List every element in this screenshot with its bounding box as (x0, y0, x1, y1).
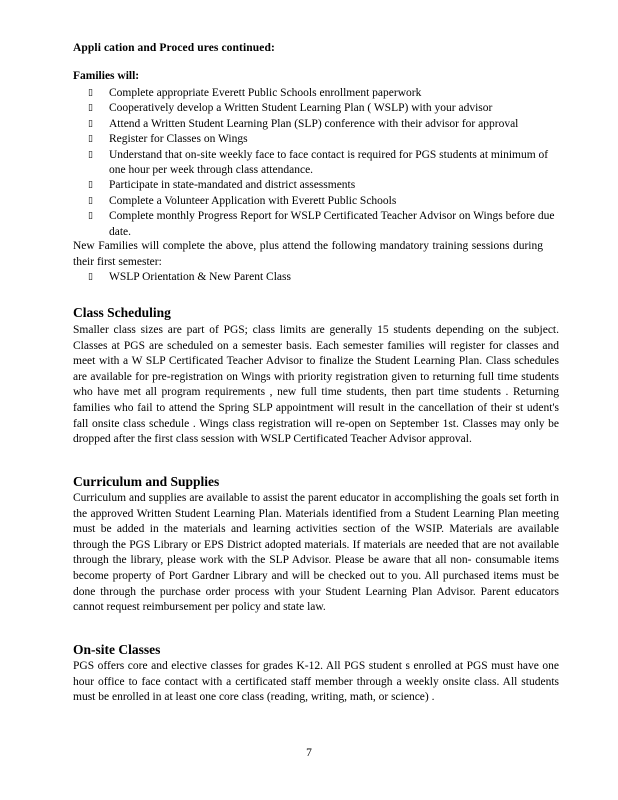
heading-class-scheduling: Class Scheduling (73, 305, 171, 320)
families-bullet-list (88, 86, 558, 240)
list-item-text: Understand that on-site weekly face to face contact is required for PGS students at minimum of one hour per week through class attendance. (109, 148, 549, 177)
bullet-icon: ▯ (88, 88, 93, 98)
list-item (88, 148, 558, 179)
onsite-classes-paragraph: PGS offers core and elective classes for grades K-12. All PGS student s enrolled at PGS must have one hour office to face contact with a certificated staff member through a weekly onsite class. All students must be enrolled in at least one core class (reading, writing, math, or science) . (73, 660, 559, 704)
list-item-text: Complete appropriate Everett Public Schools enrollment paperwork (109, 87, 422, 99)
bullet-icon: ▯ (88, 211, 93, 222)
bullet-icon: ▯ (88, 134, 93, 145)
list-item-text: Complete a Volunteer Application with Everett Public Schools (109, 194, 397, 207)
list-item (88, 194, 558, 209)
curriculum-paragraph: Curriculum and supplies are available to assist the parent educator in accomplishing the goals set forth in the approved Written Student Learning Plan. Materials identified from a Student Learning Plan meeting must be added in the materials and learning activities section of the WSIP. Materials are available through the PGS Library or EPS District adopted materials. If materials are needed that are not available through the library, please work with the SLP Advisor. Please be aware that all non- consumable items become property of Port Gardner Library and will be checked out to you. All purchased items must be done through the purchase order process with your Student Learning Plan Advisor. Parent educators cannot request reimbursement per policy and state law. (73, 492, 559, 614)
bullet-icon: ▯ (88, 149, 93, 160)
heading-onsite-classes: On-site Classes (73, 642, 161, 657)
list-item (88, 86, 558, 101)
list-item-text: Participate in state-mandated and district assessments (109, 179, 356, 192)
list-item (88, 117, 558, 132)
list-item (88, 209, 558, 240)
bullet-icon: ▯ (88, 118, 93, 129)
families-label: Families will: (73, 70, 140, 82)
new-families-paragraph: New Families will complete the above, plus attend the following mandatory training sessions during their first semester: (73, 240, 543, 268)
list-item-text: Complete monthly Progress Report for WSLP Certificated Teacher Advisor on Wings before due date. (109, 210, 555, 238)
bullet-icon: ▯ (88, 195, 93, 206)
list-item-text: Cooperatively develop a Written Student Learning Plan ( WSLP) with your advisor (109, 102, 493, 115)
new-families-bullet-list (88, 270, 558, 285)
list-item (88, 178, 558, 193)
list-item (88, 270, 558, 285)
list-item-text: WSLP Orientation & New Parent Class (109, 271, 291, 283)
bullet-icon: ▯ (88, 180, 93, 191)
list-item-text: Register for Classes on Wings (109, 133, 248, 146)
list-item (88, 132, 558, 147)
page-number: 7 (306, 747, 312, 759)
bullet-icon: ▯ (88, 272, 93, 282)
list-item-text: Attend a Written Student Learning Plan (SLP) conference with their advisor for approval (109, 117, 519, 130)
class-scheduling-paragraph: Smaller class sizes are part of PGS; class limits are generally 15 students depending on the subject. Classes at PGS are scheduled on a semester basis. Each semester families will register for classes and meet with a W SLP Certificated Teacher Advisor to finalize the Student Learning Plan. Class schedules are available for pre-registration on Wings with priority registration given to returning full time students who have met all program requirements , new full time students, then part time students . Returning families who fail to attend the Spring SLP appointment will result in the cancellation of their st udent's fall onsite class schedule . Wings class registration will re-open on September 1st. Classes may only be dropped after the first class session with WSLP Certificated Teacher Advisor approval. (73, 324, 559, 446)
heading-curriculum-supplies: Curriculum and Supplies (73, 474, 220, 489)
section-header-continued: Appli cation and Proced ures continued: (73, 42, 275, 54)
list-item (88, 101, 558, 116)
bullet-icon: ▯ (88, 103, 93, 114)
